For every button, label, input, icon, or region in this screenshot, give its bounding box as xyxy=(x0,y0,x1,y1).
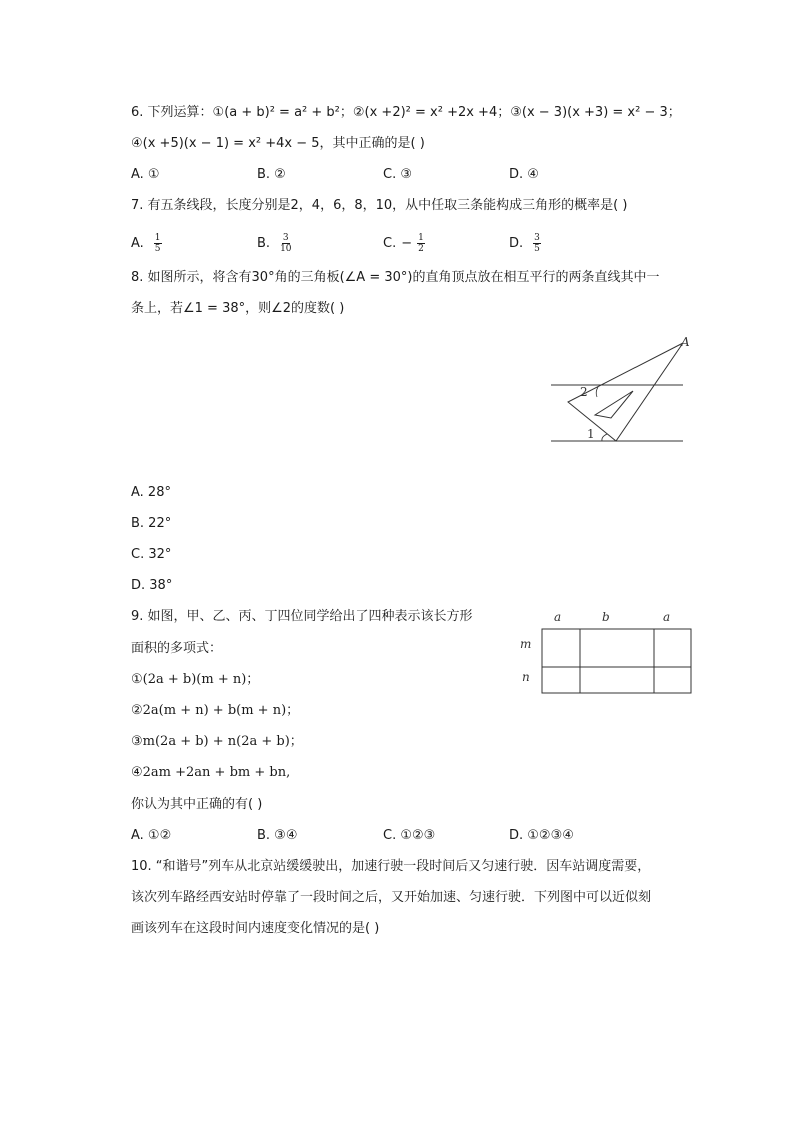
q7-option-fraction xyxy=(280,233,291,254)
q8-line1: 8. 如图所示，将含有30°角的三角板(∠A = 30°)的直角顶点放在相互平行的两条直线其中一 xyxy=(131,270,660,285)
q7-option-denominator: 10 xyxy=(280,243,292,254)
q7-option-label: D. xyxy=(509,235,524,251)
label-side-n: n xyxy=(522,670,530,684)
angle-1-arc xyxy=(602,434,607,441)
triangle-ruler-figure xyxy=(545,333,695,448)
q9-item-2: ②2a(m + n) + b(m + n)； xyxy=(131,703,300,718)
q7-option-numerator: 1 xyxy=(418,232,424,243)
q7-option-numerator: 3 xyxy=(282,232,289,243)
q8-option-a: A. 28° xyxy=(131,485,171,500)
angle-2-label: 2 xyxy=(580,385,588,399)
q8-option-d: D. 38° xyxy=(131,578,173,593)
q7-option-c xyxy=(383,228,425,258)
q7-option-d xyxy=(509,228,541,258)
q9-option-b: B. ③④ xyxy=(257,828,298,843)
q7-option-numerator: 1 xyxy=(154,232,161,243)
label-top-a1: a xyxy=(554,610,562,624)
q7-option-fraction xyxy=(533,233,541,254)
q9-option-c: C. ①②③ xyxy=(383,828,436,843)
q7-option-label: C. xyxy=(383,235,397,251)
q7-option-numerator: 3 xyxy=(534,232,540,243)
vertex-a-label: A xyxy=(681,335,690,349)
q9-question: 你认为其中正确的有( ) xyxy=(131,797,263,812)
q7-option-denominator: 5 xyxy=(154,243,161,254)
q7-option-denominator: 2 xyxy=(418,243,424,254)
q9-option-a: A. ①② xyxy=(131,828,172,843)
q6-option-a: A. ① xyxy=(131,167,160,182)
q7-text: 7. 有五条线段，长度分别是2，4，6，8，10，从中任取三条能构成三角形的概率是( ) xyxy=(131,198,628,213)
q6-line1: 6. 下列运算：①(a + b)² = a² + b²；②(x +2)² = x² +2x +4；③(x − 3)(x +3) = x² − 3； xyxy=(131,105,681,120)
rectangle-area-figure xyxy=(510,605,700,700)
q7-option-fraction xyxy=(154,233,162,254)
q8-option-b: B. 22° xyxy=(131,516,172,531)
angle-2-arc xyxy=(596,387,598,397)
triangle-inner xyxy=(595,391,633,418)
q10-line1: 10. “和谐号”列车从北京站缓缓驶出，加速行驶一段时间后又匀速行驶．因车站调度需要， xyxy=(131,859,651,874)
q9-option-d: D. ①②③④ xyxy=(509,828,574,843)
rectangle-outline xyxy=(542,629,691,693)
label-side-m: m xyxy=(520,637,532,651)
label-top-a2: a xyxy=(663,610,671,624)
q10-line3: 画该列车在这段时间内速度变化情况的是( ) xyxy=(131,921,380,936)
q8-line2: 条上，若∠1 = 38°，则∠2的度数( ) xyxy=(131,301,345,316)
angle-1-label: 1 xyxy=(587,427,595,441)
q9-line1: 9. 如图，甲、乙、丙、丁四位同学给出了四种表示该长方形 xyxy=(131,609,473,624)
q6-option-c: C. ③ xyxy=(383,167,412,182)
q7-option-label: B. xyxy=(257,235,271,251)
q6-option-b: B. ② xyxy=(257,167,286,182)
q7-option-denominator: 5 xyxy=(534,243,540,254)
q7-option-b xyxy=(257,228,292,258)
q9-item-4: ④2am +2an + bm + bn, xyxy=(131,765,291,780)
q7-option-a xyxy=(131,228,162,258)
q7-option-sign: − xyxy=(401,235,413,251)
q8-option-c: C. 32° xyxy=(131,547,172,562)
q7-option-label: A. xyxy=(131,235,144,251)
label-top-b: b xyxy=(602,610,610,624)
q10-line2: 该次列车路经西安站时停靠了一段时间之后，又开始加速、匀速行驶．下列图中可以近似刻 xyxy=(131,890,652,905)
q6-option-d: D. ④ xyxy=(509,167,539,182)
q9-item-3: ③m(2a + b) + n(2a + b)； xyxy=(131,734,303,749)
q9-line2: 面积的多项式： xyxy=(131,641,223,656)
q7-option-fraction xyxy=(417,233,425,254)
q9-item-1: ①(2a + b)(m + n)； xyxy=(131,672,260,687)
q6-line2: ④(x +5)(x − 1) = x² +4x − 5，其中正确的是( ) xyxy=(131,136,425,151)
